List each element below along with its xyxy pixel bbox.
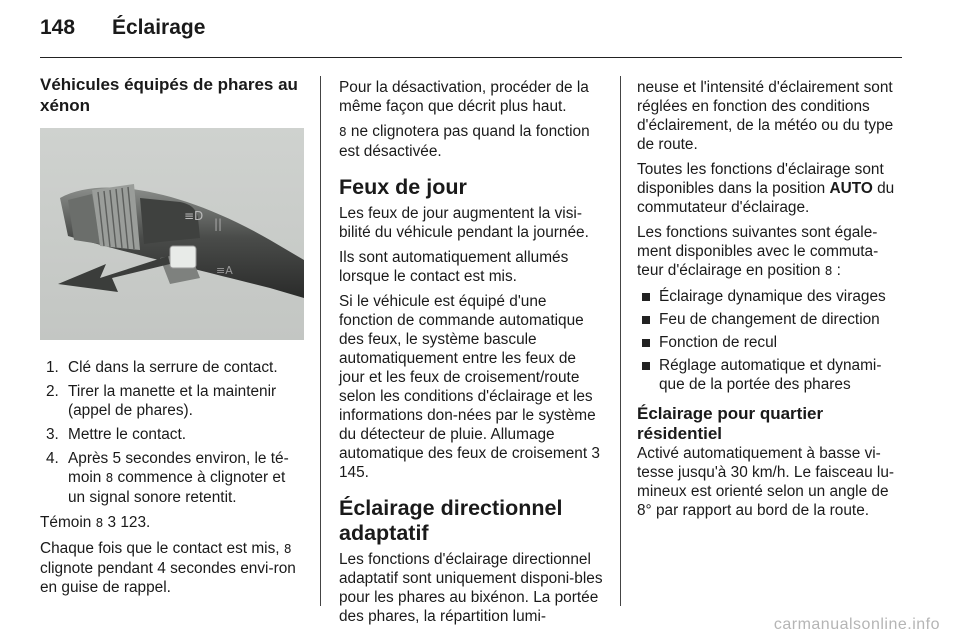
svg-text:||: || <box>214 217 223 231</box>
lever-illustration <box>40 128 304 340</box>
page-header <box>40 14 902 54</box>
indicator-icon: 8 <box>339 125 347 139</box>
column-1 <box>40 74 304 603</box>
section-heading-xenon: Véhicules équipés de phares au xénon <box>40 75 298 115</box>
indicator-icon: 8 <box>105 471 114 485</box>
headlight-icon: 8 <box>824 264 833 278</box>
list-item: 4. Après 5 secondes environ, le té-moin 8 commence à clignoter et un signal sonore retentit. <box>46 450 289 506</box>
header-rule <box>40 57 902 58</box>
reminder-paragraph: Chaque fois que le contact est mis, 8 clignote pendant 4 secondes envi-ron en guise de rappel. <box>40 540 296 596</box>
column-divider-2 <box>620 76 621 606</box>
list-item: 3. Mettre le contact. <box>46 426 187 443</box>
paragraph: Les feux de jour augmentent la visi-bilité du véhicule pendant la journée. <box>339 205 589 241</box>
svg-text:≡D: ≡D <box>184 209 204 223</box>
paragraph: Activé automatiquement à basse vi-tesse jusqu'à 30 km/h. Le faisceau lu-mineux est orienté selon un angle de 8° par rapport au bord de la route. <box>637 445 895 519</box>
paragraph: Les fonctions suivantes sont égale-ment disponibles avec le commuta-teur d'éclairage en position 8 : <box>637 224 879 279</box>
section-heading-feux-de-jour: Feux de jour <box>339 175 467 199</box>
bullet-icon <box>642 316 650 324</box>
bullet-icon <box>642 293 650 301</box>
list-item: 2. Tirer la manette et la maintenir (appel de phares). <box>46 383 277 419</box>
paragraph: Toutes les fonctions d'éclairage sont disponibles dans la position AUTO du commutateur d'éclairage. <box>637 161 895 216</box>
indicator-icon: 8 <box>283 542 292 556</box>
paragraph: Ils sont automatiquement allumés lorsque le contact est mis. <box>339 249 569 285</box>
indicator-icon: 8 <box>95 516 104 530</box>
paragraph: neuse et l'intensité d'éclairement sont réglées en fonction des conditions d'éclairement, de la météo ou du type de route. <box>637 79 894 153</box>
deactivation-paragraph: Pour la désactivation, procéder de la même façon que décrit plus haut. <box>339 79 589 115</box>
section-heading-quartier: Éclairage pour quartier résidentiel <box>637 404 824 443</box>
steps-list <box>40 358 304 507</box>
temoin-reference: Témoin 8 3 123. <box>40 514 151 531</box>
bullet-icon <box>642 362 650 370</box>
list-item: 1. Clé dans la serrure de contact. <box>46 359 278 376</box>
paragraph: Si le véhicule est équipé d'une fonction de commande automatique des feux, le système bascule automatiquement entre les feux de jour et les feux de croisement/route selon les conditions d'éclairage et les informations don-nées par le système du détecteur de pluie. Allumage automatique des feux de croisement 3 145. <box>339 293 600 481</box>
list-item: Réglage automatique et dynami-que de la portée des phares <box>637 356 903 394</box>
section-heading-adaptatif: Éclairage directionnel adaptatif <box>339 496 563 545</box>
watermark: carmanualsonline.info <box>773 616 940 633</box>
auto-label: AUTO <box>829 180 873 197</box>
svg-text:≡A: ≡A <box>216 264 233 277</box>
column-divider-1 <box>320 76 321 606</box>
features-list <box>637 287 903 394</box>
paragraph: Les fonctions d'éclairage directionnel adaptatif sont uniquement disponi-bles pour les phares au bixénon. La portée des phares, la répartition lumi- <box>339 551 603 625</box>
list-item: Fonction de recul <box>637 333 903 352</box>
list-item: Feu de changement de direction <box>637 310 903 329</box>
list-item: Éclairage dynamique des virages <box>637 287 903 306</box>
page-title: Éclairage <box>112 16 206 39</box>
no-blink-paragraph: 8 ne clignotera pas quand la fonction est désactivée. <box>339 123 590 160</box>
bullet-icon <box>642 339 650 347</box>
column-3 <box>637 78 903 526</box>
column-2 <box>339 78 604 632</box>
light-switch-photo <box>40 128 304 340</box>
page-number: 148 <box>40 16 76 39</box>
